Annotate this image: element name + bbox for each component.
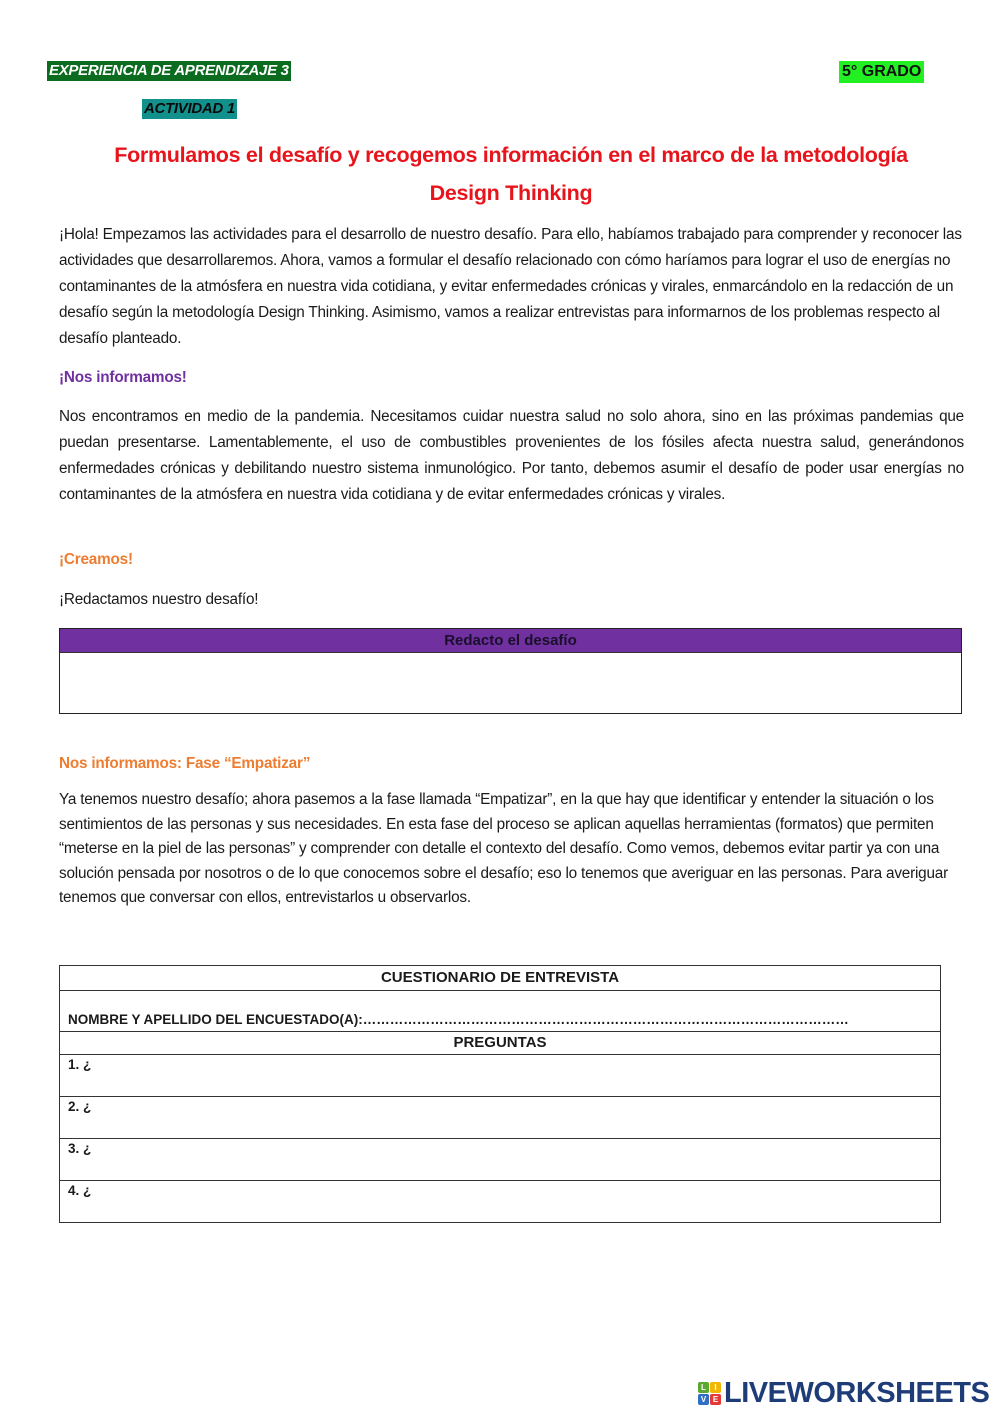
questionnaire-table bbox=[59, 965, 941, 1223]
question-row-3[interactable]: 3. ¿ bbox=[60, 1139, 941, 1181]
question-row-2[interactable]: 2. ¿ bbox=[60, 1097, 941, 1139]
logo-icon bbox=[698, 1382, 721, 1405]
creamos-instruction: ¡Redactamos nuestro desafío! bbox=[59, 591, 259, 608]
logo-letter-e: E bbox=[710, 1394, 721, 1405]
questions-subheader: PREGUNTAS bbox=[60, 1032, 941, 1055]
page-title-line1: Formulamos el desafío y recogemos información en el marco de la metodología bbox=[114, 143, 908, 167]
heading-nos-informamos: ¡Nos informamos! bbox=[59, 369, 187, 386]
experience-label: EXPERIENCIA DE APRENDIZAJE 3 bbox=[49, 62, 289, 79]
logo-letter-v: V bbox=[698, 1394, 709, 1405]
logo-letter-l: L bbox=[698, 1382, 709, 1393]
desafio-input[interactable] bbox=[60, 653, 965, 717]
question-row-1[interactable]: 1. ¿ bbox=[60, 1055, 941, 1097]
grade-label: 5° GRADO bbox=[839, 61, 924, 83]
empatizar-paragraph: Ya tenemos nuestro desafío; ahora pasemos a la fase llamada “Empatizar”, en la que hay que identificar y entender la situación o los sentimientos de las personas y sus necesidades. En esta fase del proceso se aplican aquellas herramientas (formatos) que permiten “meterse en la piel de las personas” y comprender con detalle el contexto del desafío. Como vemos, debemos evitar partir ya con una solución pensada por nosotros o de lo que conocemos sobre el desafío; eso lo tenemos que averiguar en las personas. Para averiguar tenemos que conversar con ellos, entrevistarlos u observarlos. bbox=[59, 791, 948, 906]
questionnaire-title: CUESTIONARIO DE ENTREVISTA bbox=[60, 966, 941, 991]
desafio-box-header: Redacto el desafío bbox=[60, 629, 961, 653]
liveworksheets-logo bbox=[698, 1378, 989, 1408]
question-row-4[interactable]: 4. ¿ bbox=[60, 1181, 941, 1223]
intro-paragraph: ¡Hola! Empezamos las actividades para el desarrollo de nuestro desafío. Para ello, habíamos trabajado para comprender y reconocer las actividades que desarrollaremos. Ahora, vamos a formular el desafío relacionado con cómo haríamos para lograr el uso de energías no contaminantes de la atmósfera en nuestra vida cotidiana, y evitar enfermedades crónicas y virales, enmarcándolo en la redacción de un desafío según la metodología Design Thinking. Asimismo, vamos a realizar entrevistas para informarnos de los problemas respecto al desafío planteado. bbox=[59, 226, 962, 347]
heading-empatizar: Nos informamos: Fase “Empatizar” bbox=[59, 755, 311, 772]
informamos-paragraph: Nos encontramos en medio de la pandemia. Necesitamos cuidar nuestra salud no solo ahora, sino en las próximas pandemias que puedan presentarse. Lamentablemente, el uso de combustibles provenientes de los fósiles afecta nuestra salud, generándonos enfermedades crónicas y debilitando nuestro sistema inmunológico. Por tanto, debemos asumir el desafío de poder usar energías no contaminantes de la atmósfera en nuestra vida cotidiana y de evitar enfermedades crónicas y virales. bbox=[59, 408, 964, 503]
desafio-box bbox=[59, 628, 962, 714]
logo-text: LIVEWORKSHEETS bbox=[724, 1377, 990, 1409]
respondent-name-field[interactable]: NOMBRE Y APELLIDO DEL ENCUESTADO(A):……………………………………………………………………………………………… bbox=[60, 991, 941, 1032]
heading-creamos: ¡Creamos! bbox=[59, 551, 133, 568]
activity-label: ACTIVIDAD 1 bbox=[144, 100, 235, 117]
page-title bbox=[40, 136, 982, 212]
page-title-line2: Design Thinking bbox=[429, 181, 593, 205]
logo-letter-i: I bbox=[710, 1382, 721, 1393]
